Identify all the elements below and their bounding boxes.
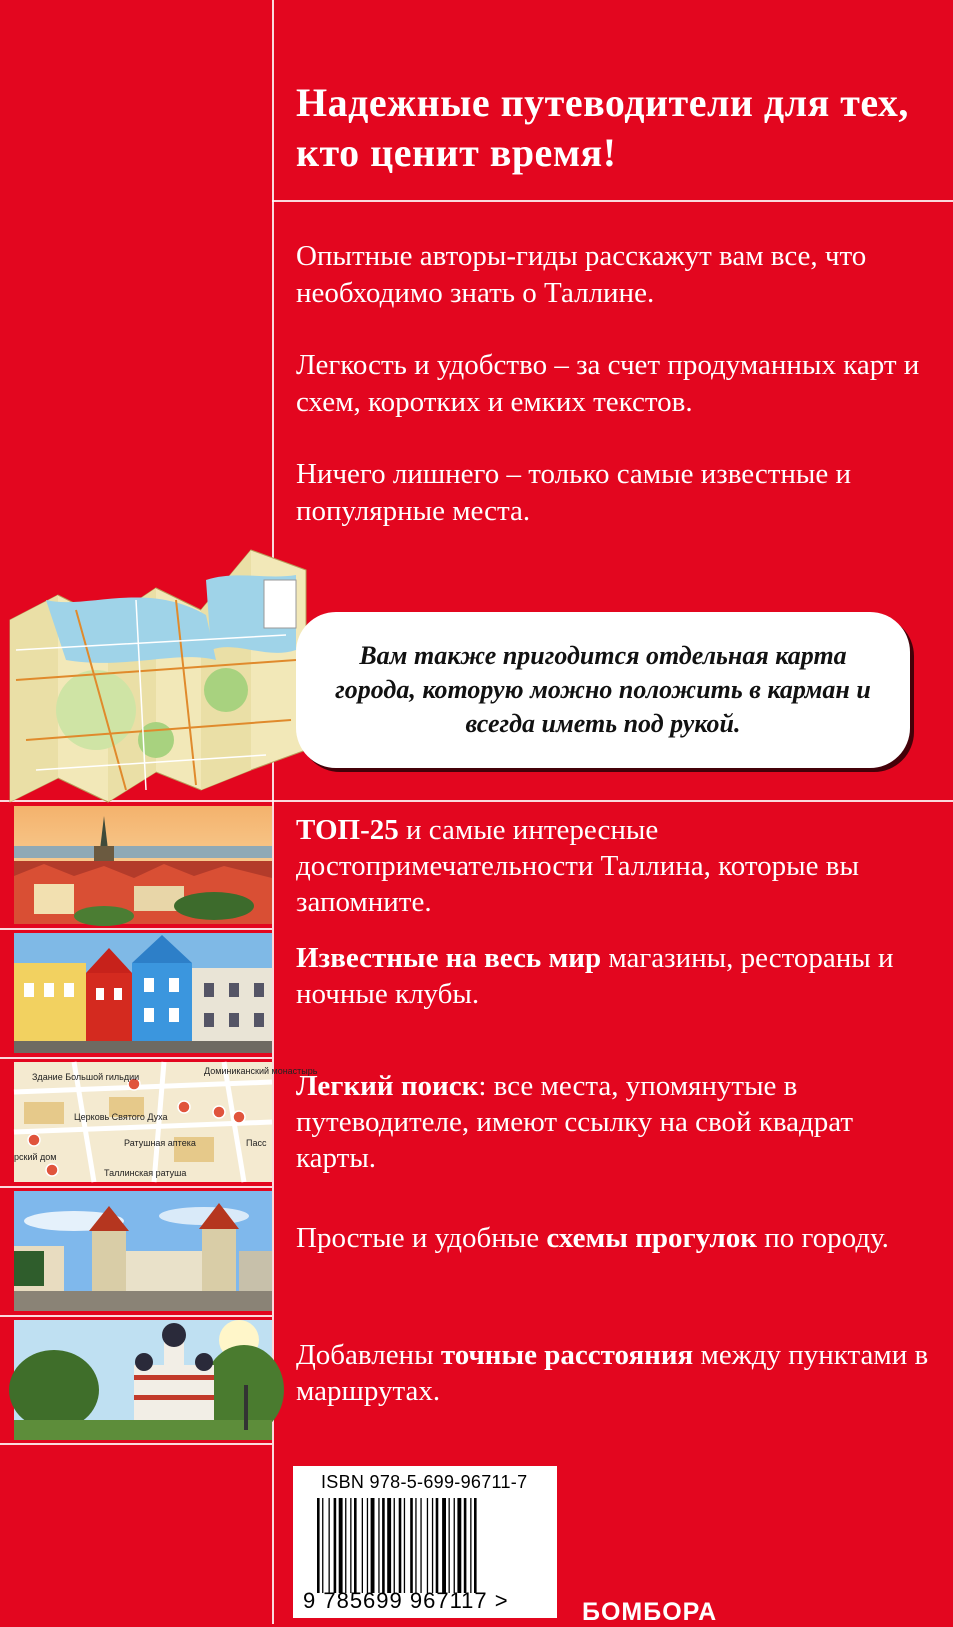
- thumbnail-old-town: [14, 806, 272, 924]
- barcode-digits: 9 785699 967117 >: [303, 1588, 509, 1613]
- divider-3: [0, 1186, 272, 1188]
- intro-text: [296, 238, 936, 565]
- intro-paragraph: Легкость и удобство – за счет продуманных карт и схем, коротких и емких текстов.: [296, 349, 920, 418]
- intro-paragraph: Опытные авторы-гиды расскажут вам все, что необходимо знать о Таллине.: [296, 240, 867, 309]
- feature-top25: [296, 812, 936, 920]
- folded-map-illustration: [6, 540, 336, 810]
- map-label: Церковь Святого Духа: [74, 1112, 168, 1122]
- feature-walks: [296, 1220, 936, 1256]
- feature-bold: схемы прогулок: [546, 1222, 757, 1254]
- feature-text: : все места, упомянутые в путеводителе, имеют ссылку на свой квадрат карты.: [296, 1070, 854, 1174]
- divider-1: [0, 928, 272, 930]
- publisher-logo: БОМБОРА: [582, 1598, 718, 1626]
- feature-bold: точные расстояния: [440, 1339, 694, 1371]
- feature-text: Добавлены: [296, 1339, 441, 1371]
- isbn-number: ISBN 978-5-699-96711-7: [321, 1472, 528, 1492]
- feature-shops: [296, 940, 936, 1012]
- thumbnail-colorful-houses: [14, 933, 272, 1053]
- map-label: Пасс: [246, 1138, 267, 1148]
- divider-4: [0, 1315, 272, 1317]
- isbn-barcode-box: [293, 1466, 557, 1618]
- feature-text: по городу.: [756, 1222, 889, 1254]
- thumbnail-viru-gate: [14, 1191, 272, 1311]
- map-label: Здание Большой гильдии: [32, 1072, 140, 1082]
- feature-text: и самые интересные достопримечательности Таллина, которые вы запомните.: [296, 814, 859, 918]
- thumbnail-cathedral: [14, 1320, 272, 1440]
- feature-search: [296, 1068, 936, 1176]
- feature-bold: ТОП-25: [296, 814, 399, 846]
- intro-paragraph: Ничего лишнего – только самые известные и популярные места.: [296, 458, 852, 527]
- feature-text: между пунктами в маршрутах.: [296, 1339, 929, 1407]
- map-label: Ратушная аптека: [124, 1138, 196, 1148]
- feature-text: магазины, рестораны и ночные клубы.: [296, 942, 894, 1010]
- thumbnail-map-excerpt: [14, 1062, 318, 1182]
- map-label: Доминиканский монастырь: [204, 1066, 318, 1076]
- map-callout-text: Вам также пригодится отдельная карта города, которую можно положить в карман и всегда иметь под рукой.: [335, 641, 871, 738]
- divider-2: [0, 1057, 272, 1059]
- map-label: рский дом: [14, 1152, 57, 1162]
- feature-bold: Легкий поиск: [296, 1070, 479, 1102]
- barcode-icon: [315, 1498, 545, 1593]
- feature-text: Простые и удобные: [296, 1222, 547, 1254]
- map-label: Таллинская ратуша: [104, 1168, 187, 1178]
- feature-distances: [296, 1337, 936, 1409]
- headline: Надежные путеводители для тех, кто ценит время!: [296, 80, 909, 175]
- divider-5: [0, 1443, 272, 1445]
- map-callout-bubble: [296, 612, 910, 768]
- divider-top: [272, 200, 953, 202]
- feature-bold: Известные на весь мир: [296, 942, 602, 974]
